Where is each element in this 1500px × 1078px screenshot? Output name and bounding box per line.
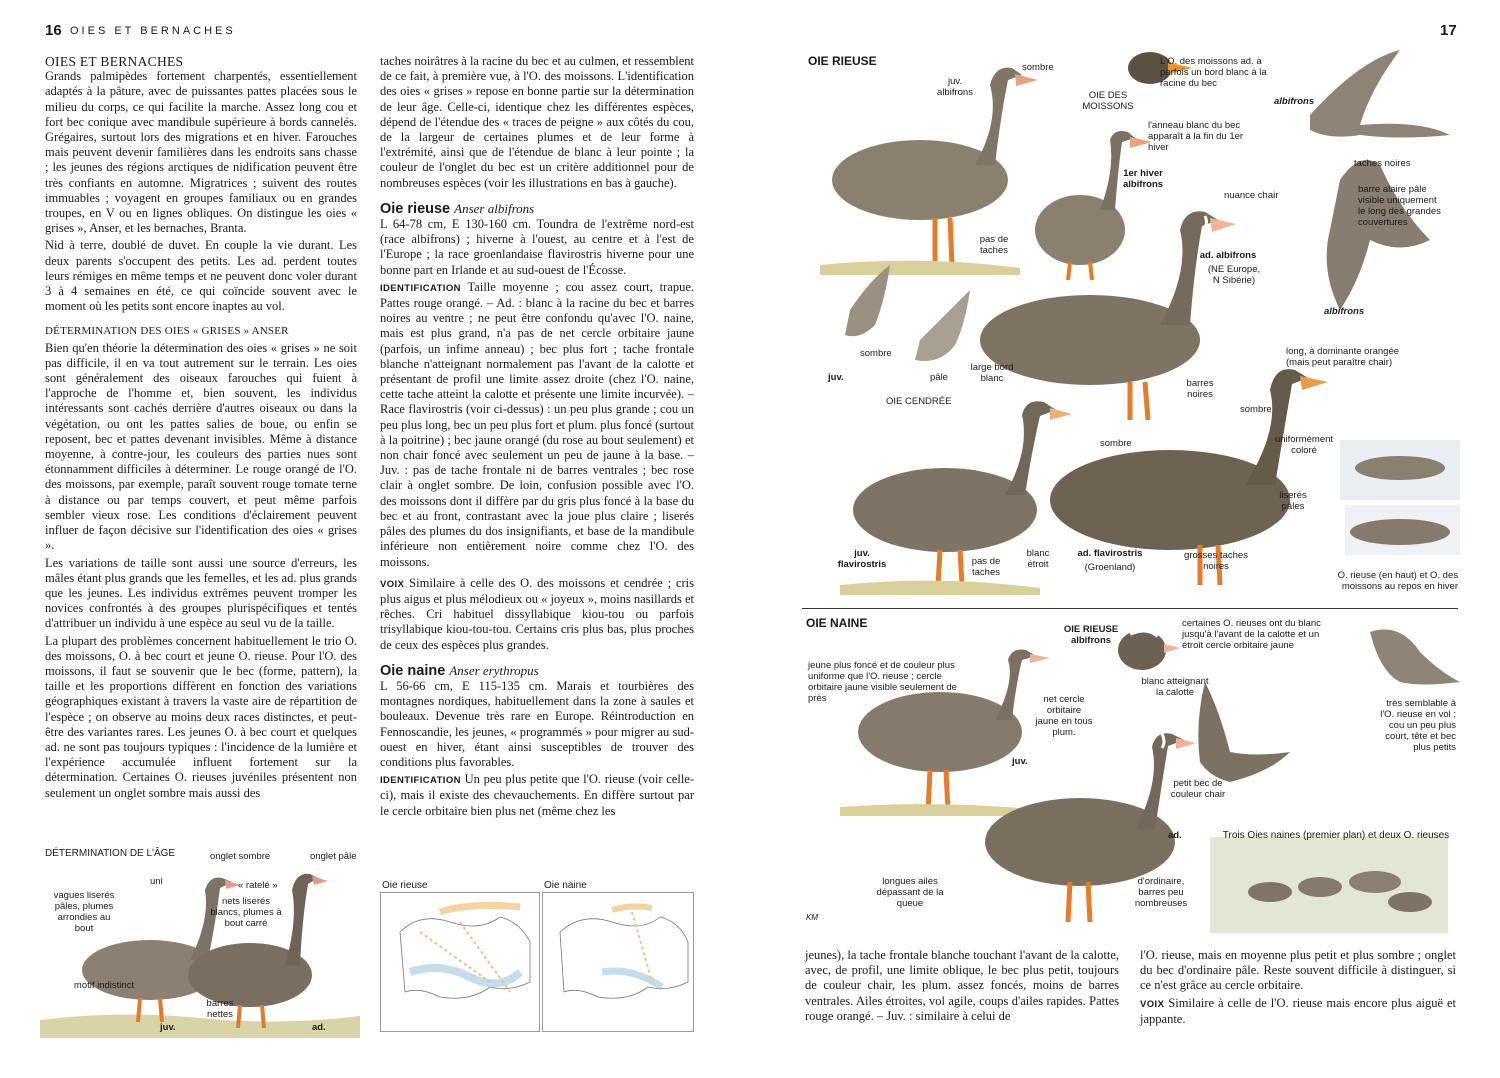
rieuse-range: L 64-78 cm, E 130-160 cm. Toundra de l'extrême nord-est (race albifrons) ; hiverne à l'ouest, au centre et à l'est de l'Europe ; la race groenlandaise flavirostris hiverne pour une bonne part en Irlande et au sud-ouest de l'Écosse. (380, 217, 694, 277)
identification-keyword-naine: IDENTIFICATION (380, 775, 461, 787)
illustrator-signature: KM (806, 913, 818, 922)
right-page (750, 0, 1500, 1078)
label-sombre-1: sombre (1022, 62, 1054, 73)
label-jeune-plus-fonce: jeune plus foncé et de couleur plus uniforme que l'O. rieuse ; cercle orbitaire jaune visible seulement de près (808, 660, 957, 704)
label-taches-noires: taches noires (1354, 158, 1411, 169)
identification-paragraph: Bien qu'en théorie la détermination des oies « grises » ne soit pas difficile, il en va tout autrement sur le terrain. Les oies sont généralement des oiseaux farouches qui fuient à l'approche de l'homme et, bien souvent, les individus intéressants sont cachés derrière d'autres oiseaux ou dans la végétation, ou ont les pattes salies de boue, ou enfin se reposent, bec et pattes devenant invisibles. Même à distance moyenne, à contre-jour, les couleurs des parties nues sont étonnamment difficiles à déterminer. Le rouge orangé de l'O. des moissons, par exemple, paraît souvent rouge tomate terne à distance ou par temps couvert, et peut même parfois sembler vieux rose. Les conditions d'éclairement peuvent influer de façon décisive sur l'identification des oies « grises ». (45, 340, 357, 553)
label-juv: juv. (160, 1022, 176, 1033)
naine-range: L 56-66 cm, E 115-135 cm. Marais et tourbières des montagnes nordiques, habituellement dans la zone à saules et bouleaux. Devenue très rare en Europe. Réintroduction en Fennoscandie, les jeunes, « programmés » pour migrer au sud-ouest en hiver, étant ainsi susceptibles de trouver des conditions plus favorables. (380, 678, 694, 769)
label-albifrons-flying: albifrons (1274, 96, 1315, 107)
label-barre-alaire: barre alaire pâle visible uniquement le long des grandes couvertures (1358, 184, 1441, 228)
label-blanc-etroit: blanc étroit (1026, 548, 1050, 570)
label-ad-flavirostris: ad. flavirostris (1077, 548, 1143, 559)
page-number-right: 17 (1440, 22, 1457, 39)
label-nuance-chair: nuance chair (1224, 190, 1279, 201)
range-map-naine (542, 892, 694, 1032)
label-net-cercle: net cercle orbitaire jaune en tous plum. (1035, 694, 1093, 738)
naine-juv-continuation: l'O. rieuse, mais en moyenne plus petit et plus sombre ; onglet du bec d'ordinaire pâle. Reste souvent difficile à distinguer, si ce n'est grâce au cercle orbitaire. (1140, 948, 1456, 993)
naine-voice (1140, 996, 1456, 1027)
page-number-left: 16 (45, 22, 62, 39)
left-column-1 (45, 54, 357, 803)
label-tres-semblable: très semblable à l'O. rieuse en vol ; cou un peu plus court, tête et bec plus petits (1380, 698, 1456, 753)
voice-keyword-naine: VOIX (1140, 998, 1165, 1010)
plate-title-naine: OIE NAINE (806, 616, 868, 630)
intro-paragraph: Grands palmipèdes fortement charpentés, essentiellement adaptés à la pâture, avec de puissantes pattes placées sous le milieu du corps, ce qui facilite la marche. Assez long cou et fort bec conique avec mandibule supérieure à bords cannelés. Grégaires, surtout lors des migrations et en hiver. Farouches mais peuvent devenir familières dans les endroits sans chasse ; les jeunes des régions arctiques de nidification peuvent être très confiants en automne. Migratrices ; suivent des routes immuables ; voyagent en groupes familiaux ou en grandes troupes, en V ou en lignes obliques. On distingue les oies « grises », Anser, et les bernaches, Branta. (45, 69, 357, 236)
label-nets-liseres: nets liserés blancs, plumes à bout carré (210, 896, 282, 929)
label-long-orange: long, à dominante orangée (mais peut paraître chair) (1286, 346, 1400, 368)
label-sombre-4: sombre (1100, 438, 1132, 449)
label-large-bord-blanc: large bord blanc (970, 362, 1014, 384)
label-oie-cendree: OIE CENDRÉE (886, 396, 952, 407)
label-onglet-sombre: onglet sombre (210, 851, 271, 862)
label-ne-europe: (NE Europe, N Sibérie) (1207, 264, 1261, 286)
species-heading-rieuse (380, 201, 694, 217)
label-ad: ad. (312, 1022, 326, 1033)
naine-identification (380, 772, 694, 819)
label-motif-indistinct: motif indistinct (73, 980, 135, 991)
section-heading: OIES ET BERNACHES (45, 54, 184, 69)
subheading-grey-geese: DÉTERMINATION DES OIES « GRISES » ANSER (45, 325, 289, 338)
rieuse-identification (380, 280, 694, 570)
nesting-paragraph: Nid à terre, doublé de duvet. En couple la vie durant. Les deux parents s'occupent des petits. Les ad. perdent toutes leurs rémiges en même temps et ne peuvent donc voler durant 3 à 4 semaines en été, ce qui coïncide souvent avec le moment où les petits sont encore inaptes au vol. (45, 238, 357, 314)
label-ad-albifrons: ad. albifrons (1199, 250, 1257, 261)
label-juv-albifrons: juv. albifrons (937, 76, 973, 98)
range-map-rieuse (380, 892, 540, 1032)
species-heading-naine (380, 663, 694, 679)
label-blanc-atteignant: blanc atteignant la calotte (1141, 676, 1209, 698)
label-bean-goose-note: L'O. des moissons ad. a parfois un bord blanc à la racine du bec (1160, 56, 1267, 89)
identification-keyword: IDENTIFICATION (380, 282, 461, 294)
naine-identification-text: Un peu plus petite que l'O. rieuse (voir celle-ci), mais il existe des chevauchements. En diffère surtout par le cercle orbitaire bien plus net (même chez les (380, 772, 695, 818)
label-ad-naine: ad. (1168, 830, 1182, 841)
label-petit-bec: petit bec de couleur chair (1170, 778, 1226, 800)
label-grosses-taches: grosses taches noires (1184, 550, 1248, 572)
size-paragraph: Les variations de taille sont aussi une source d'erreurs, les mâles étant plus grands que les femelles, et les ad. plus grands que les jeunes. Les individus extrêmes peuvent tromper les novices confrontés à des groupes plurispécifiques et tentés d'attribuer un individu à une espèce au seul vu de la taille. (45, 555, 357, 631)
label-bean-goose-head: OIE DES MOISSONS (1082, 90, 1134, 112)
left-column-2 (380, 54, 694, 821)
plate-divider (802, 608, 1458, 609)
label-pale: pâle (930, 372, 948, 383)
label-liseres-pales: liserés pâles (1279, 490, 1307, 512)
map-title-naine: Oie naine (544, 880, 587, 891)
label-certaines-rieuses: certaines O. rieuses ont du blanc jusqu'à l'avant de la calotte et un étroit cercle orbitaire jaune (1182, 618, 1321, 651)
label-barres-noires: barres noires (1186, 378, 1214, 400)
label-sombre-2: sombre (860, 348, 892, 359)
label-anneau-blanc: l'anneau blanc du bec apparaît à la fin du 1er hiver (1148, 120, 1244, 153)
label-longues-ailes: longues ailes dépassant de la queue (876, 876, 944, 909)
naine-continuation: jeunes), la tache frontale blanche touchant l'avant de la calotte, avec, de profil, une limite oblique, le bec plus petit, toujours de couleur chair, les plum. assez foncés, moins de barres ventrales. Ailes étroites, vol agile, coups d'ailes rapides. Pattes rouge orangé. – Juv. : similaire à celui de (805, 948, 1119, 1023)
label-uniformement-colore: uniformément coloré (1274, 434, 1334, 456)
continuation-paragraph: taches noirâtres à la racine du bec et au culmen, et ressemblent de ce fait, à première vue, à l'O. des moissons. L'identification des oies « grises » repose en bonne partie sur la détermination de leur âge. Celle-ci, identique chez les différentes espèces, dépend de l'étendue des « traces de peigne » aux côtés du cou, de la largeur de certaines plumes et de leur forme à l'extrémité, ainsi que de l'étendue de blanc à leur pointe ; la couleur de l'onglet du bec est un critère additionnel pour de nombreuses espèces (voir les illustrations en bas à gauche). (380, 54, 694, 190)
label-rieuse-albifrons: OIE RIEUSE albifrons (1063, 624, 1119, 646)
map-title-rieuse: Oie rieuse (382, 880, 428, 891)
running-head: OIES ET BERNACHES (70, 25, 236, 37)
right-bottom-column-1 (805, 948, 1119, 1026)
label-repos-hiver: O. rieuse (en haut) et O. des moissons au repos en hiver (1337, 570, 1458, 592)
plate-rieuse-illustration (800, 40, 1460, 610)
label-albifrons-flying-2: albifrons (1324, 306, 1365, 317)
species-latin-naine: Anser erythropus (449, 662, 539, 678)
label-ratele: « ratelé » (238, 880, 278, 891)
label-onglet-pale: onglet pâle (310, 851, 357, 862)
label-1st-winter: 1er hiver albifrons (1122, 168, 1164, 190)
trio-paragraph: La plupart des problèmes concernent habituellement le trio O. des moissons, O. à bec court et jeune O. rieuse. Pour l'O. des moissons, il faut se souvenir que le bec (forme, pattern), la taille et les proportions diffèrent en fonction des variations géographiques existant à travers la vaste aire de répartition de l'espèce ; on observe au moins deux races distinctes, et peut-être des variantes rares. Les jeunes O. à bec court et quelques ad. ne sont pas toujours typiques : l'incidence de la lumière et l'expérience accumulée influent fortement sur la détermination. Certaines O. rieuses juvéniles présentent non seulement un onglet sombre mais aussi des (45, 633, 357, 800)
label-juv-flying: juv. (828, 372, 844, 383)
rieuse-voice (380, 576, 694, 653)
right-bottom-column-2 (1140, 948, 1456, 1029)
naine-voice-text: Similaire à celle de l'O. rieuse mais encore plus aiguë et jappante. (1140, 995, 1457, 1026)
species-name-naine: Oie naine (380, 662, 446, 679)
species-latin-rieuse: Anser albifrons (454, 200, 535, 216)
label-sombre-3: sombre (1240, 404, 1272, 415)
age-box-title: DÉTERMINATION DE L'ÂGE (45, 848, 176, 859)
label-ordinaire-barres: d'ordinaire, barres peu nombreuses (1134, 876, 1188, 909)
label-vagues-liseres: vagues liserés pâles, plumes arrondies au bout (53, 890, 115, 934)
plate-title-rieuse: OIE RIEUSE (808, 54, 877, 68)
label-pas-de-taches-1: pas de taches (979, 234, 1009, 256)
label-trois-oies: Trois Oies naines (premier plan) et deux O. rieuses (1222, 830, 1450, 841)
rieuse-identification-text: Taille moyenne ; cou assez court, trapue. Pattes rouge orangé. – Ad. : blanc à la racine du bec et barres noires au ventre ; ne peut être confondu qu'avec l'O. naine, mais est plus grand, n'a pas de net cercle orbitaire jaune (parfois, un infime anneau) ; bec plus fort ; tache frontale blanche n'atteignant normalement pas l'avant de la calotte et présentant de profil une limite assez droite (chez l'O. naine, cette tache atteint la calotte et présente une limite incurvée). – Race flavirostris (voir ci-dessus) : un peu plus grande ; cou un peu plus long, bec un peu plus fort et plum. plus foncé (surtout à la poitrine) ; bec jaune orangé (du rose au bout seulement) et non chair foncé avec seulement un peu de jaune à la base. – Juv. : pas de tache frontale ni de barres ventrales ; bec rose clair à onglet sombre. De loin, confusion possible avec l'O. des moissons dont il diffère par du gris plus foncé à la base du bec et au front, contrastant avec la joue plus claire ; liserés pâles des plumes du dos insignifiants, et base de la mandibule inférieure non entièrement noire comme chez l'O. des moissons. (380, 279, 694, 569)
label-pas-de-taches-2: pas de taches (971, 556, 1001, 578)
label-barres-nettes: barres nettes (206, 998, 234, 1020)
label-groenland: (Groenland) (1084, 562, 1136, 573)
voice-keyword: VOIX (380, 578, 405, 590)
rieuse-voice-text: Similaire à celle des O. des moissons et cendrée ; cris plus aigus et plus mélodieux ou « joyeux », moins nasillards et rêches. Cri habituel dissyllabique kiou-tou ou parfois trisyllabique kiou-tou-tou. Certains cris plus bas, plus proches de ceux des espèces plus grandes. (380, 575, 695, 652)
label-uni: uni (150, 876, 163, 887)
label-juv-flavirostris: juv. flavirostris (837, 548, 887, 570)
species-name-rieuse: Oie rieuse (380, 200, 451, 217)
label-juv-naine: juv. (1012, 756, 1028, 767)
